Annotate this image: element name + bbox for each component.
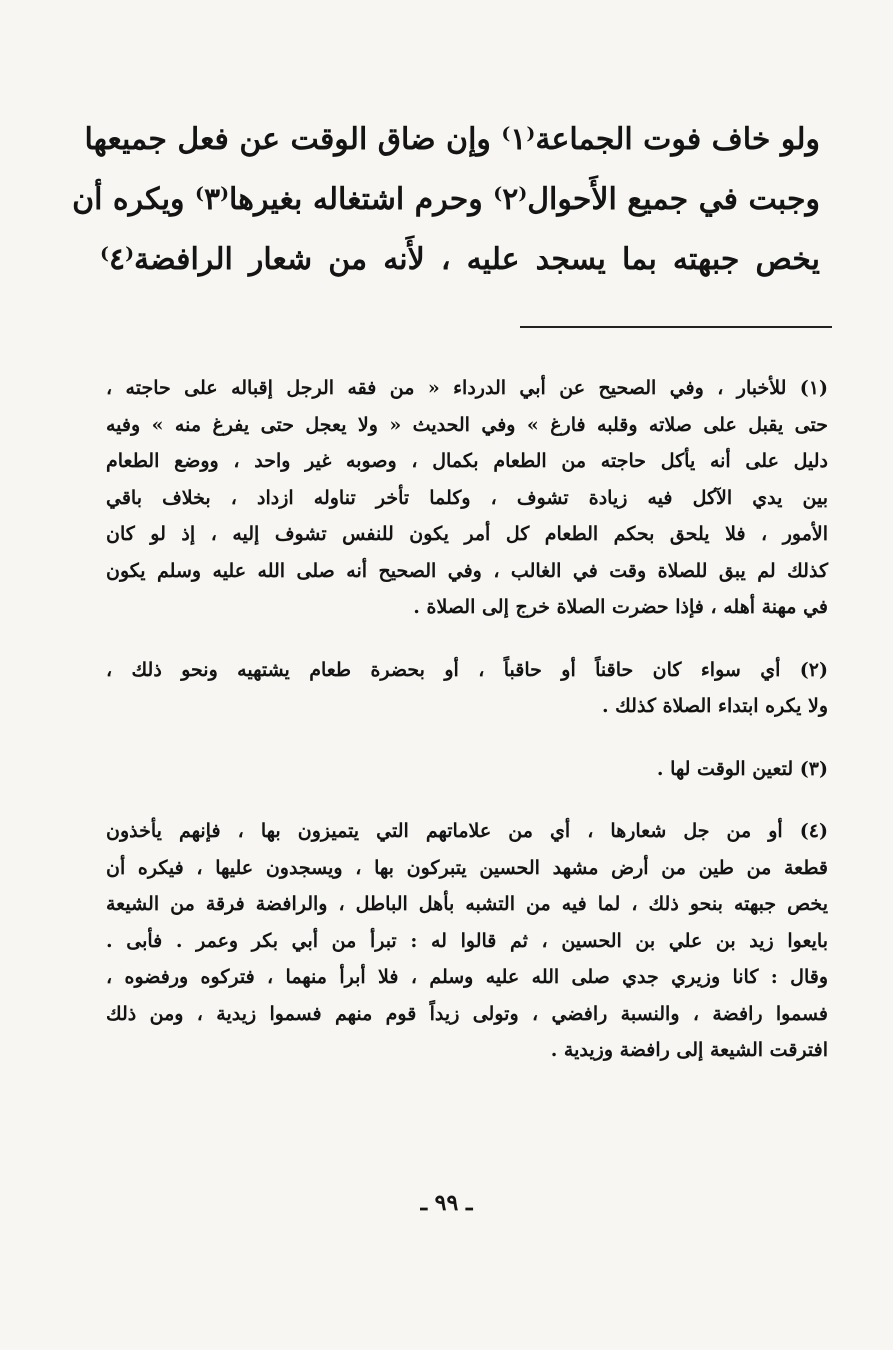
- footnote-line: حتى يقبل على صلاته وقلبه فارغ » وفي الحديث « ولا يعجل حتى يفرغ منه » وفيه: [106, 413, 828, 436]
- footnote-line: (٣) لتعين الوقت لها .: [656, 757, 828, 780]
- footnote-line: وقال : كانا وزيري جدي صلى الله عليه وسلم ، فلا أبرأ منهما ، فتركوه ورفضوه ،: [106, 966, 828, 988]
- main-text-line: يخص جبهته بما يسجد عليه ، لأَنه من شعار الرافضة⁽٤⁾: [100, 242, 820, 277]
- footnote-2: [106, 652, 828, 725]
- footnote-1: [106, 370, 828, 626]
- main-text: [72, 110, 820, 290]
- footnote-line: بايعوا زيد بن علي بن الحسين ، ثم قالوا له : تبرأ من أبي بكر وعمر . فأبى .: [106, 929, 828, 952]
- footnote-line: افترقت الشيعة إلى رافضة وزيدية .: [550, 1039, 828, 1061]
- footnote-line: يخص جبهته بنحو ذلك ، لما فيه من التشبه بأهل الباطل ، والرافضة فرقة من الشيعة: [106, 893, 828, 915]
- footnote-line: دليل على أنه يأكل حاجته من الطعام بكمال ، وصوبه غير واحد ، ووضع الطعام: [106, 450, 828, 472]
- footnote-4: [106, 813, 828, 1069]
- main-text-line: وجبت في جميع الأَحوال⁽٢⁾ وحرم اشتغاله بغيرها⁽٣⁾ ويكره أن: [72, 182, 820, 217]
- footnote-3: [106, 751, 828, 788]
- footnote-line: الأمور ، فلا يلحق بحكم الطعام كل أمر يكون للنفس تشوف إليه ، إذ لو كان: [106, 523, 828, 545]
- footnote-line: فسموا رافضة ، والنسبة رافضي ، وتولى زيداً قوم منهم فسموا زيدية ، ومن ذلك: [106, 1002, 828, 1025]
- footnote-line: ولا يكره ابتداء الصلاة كذلك .: [601, 695, 828, 717]
- footnote-line: في مهنة أهله ، فإذا حضرت الصلاة خرج إلى الصلاة .: [413, 596, 828, 618]
- main-text-line: ولو خاف فوت الجماعة⁽١⁾ وإن ضاق الوقت عن فعل جميعها: [84, 122, 820, 157]
- footnote-separator: [520, 326, 832, 328]
- footnote-line: (٤) أو من جل شعارها ، أي من علاماتهم التي يتميزون بها ، فإنهم يأخذون: [106, 820, 828, 842]
- footnote-line: (١) للأخبار ، وفي الصحيح عن أبي الدرداء « من فقه الرجل إقباله على حاجته ،: [106, 377, 828, 399]
- footnote-line: كذلك لم يبق للصلاة وقت في الغالب ، وفي الصحيح أنه صلى الله عليه وسلم يكون: [106, 559, 828, 582]
- footnote-line: (٢) أي سواء كان حاقناً أو حاقباً ، أو بحضرة طعام يشتهيه ونحو ذلك ،: [106, 658, 828, 681]
- footnote-line: قطعة من طين من أرض مشهد الحسين يتبركون بها ، ويسجدون عليها ، فيكره أن: [106, 856, 828, 879]
- page-number: ـ ٩٩ ـ: [420, 1190, 473, 1216]
- footnotes: [106, 370, 828, 1095]
- footnote-line: بين يدي الآكل فيه زيادة تشوف ، وكلما تأخر تناوله ازداد ، بخلاف باقي: [106, 486, 828, 509]
